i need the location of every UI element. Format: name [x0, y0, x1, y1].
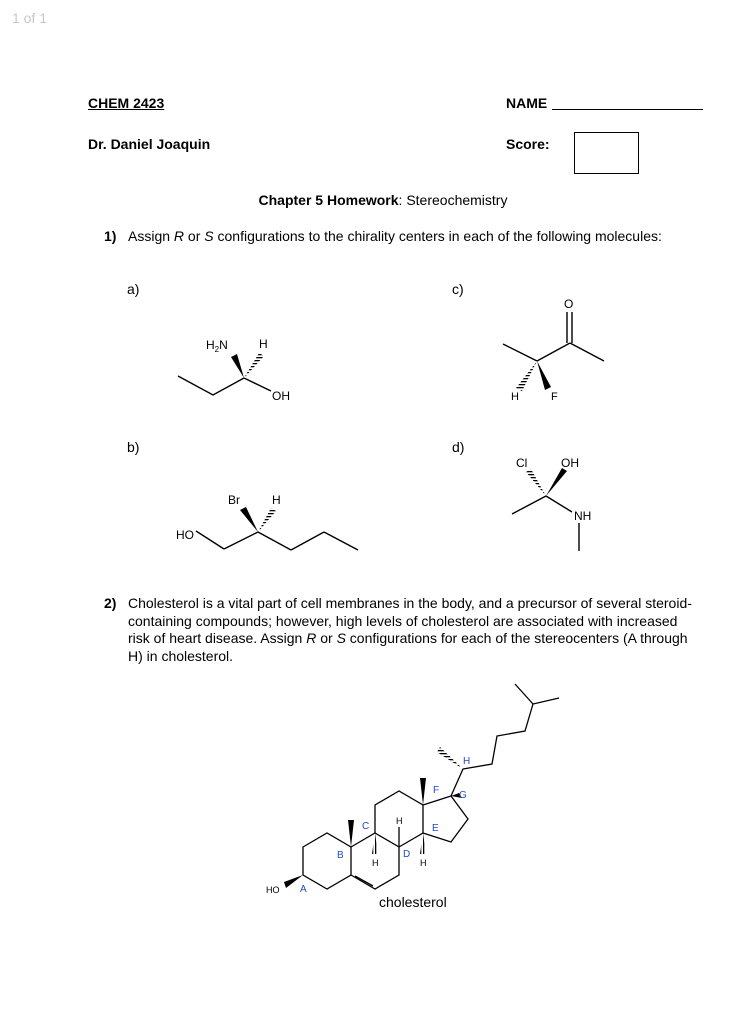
molecule-d — [512, 456, 591, 551]
mol-a-hydrogen: H — [259, 337, 268, 351]
stereo-label-b: B — [337, 850, 344, 861]
mol-b-hydrogen: H — [272, 493, 281, 507]
stereo-label-f: F — [433, 785, 440, 796]
mol-b-hydroxyl: HO — [176, 528, 194, 542]
question-1-text: Assign R or S configurations to the chirality centers in each of the following molecules: — [128, 228, 662, 244]
mol-c-oxygen: O — [564, 297, 574, 311]
chapter-title-bold: Chapter 5 Homework — [258, 192, 399, 208]
page-counter: 1 of 1 — [12, 10, 48, 26]
mol-c-fluorine: F — [551, 391, 558, 403]
chapter-title-rest: : Stereochemistry — [398, 192, 508, 208]
instructor-name: Dr. Daniel Joaquin — [88, 136, 211, 152]
question-2-text: Cholesterol is a vital part of cell membranes in the body, and a precursor of several steroid-containing compounds; however, high levels of cholesterol are associated with increased risk of heart disease. Assign R or S configurations for each of the stereocenters (A through H) in cholesterol. — [128, 595, 692, 664]
part-d-label: d) — [452, 439, 465, 455]
mol-a-amine: $H_2N$ — [206, 338, 228, 354]
cholesterol-structure — [266, 684, 559, 910]
molecule-c — [503, 297, 604, 403]
mol-c-hydrogen: H — [511, 391, 519, 403]
cholesterol-hydroxyl: HO — [266, 885, 280, 895]
score-label: Score: — [506, 136, 550, 152]
part-a-label: a) — [127, 281, 140, 297]
stereo-label-d: D — [403, 849, 411, 860]
cholesterol-h3: H — [420, 858, 427, 868]
cholesterol-h1: H — [372, 858, 379, 868]
mol-d-hydroxyl: OH — [561, 456, 579, 470]
molecule-a — [178, 337, 290, 403]
mol-a-hydroxyl: OH — [272, 389, 290, 403]
course-code: CHEM 2423 — [88, 95, 165, 111]
question-1-number: 1) — [104, 228, 117, 244]
stereo-label-c: C — [362, 821, 370, 832]
part-b-label: b) — [127, 439, 140, 455]
mol-b-bromine: Br — [228, 493, 240, 507]
stereo-label-e: E — [432, 823, 439, 834]
stereo-label-h: H — [463, 756, 471, 767]
cholesterol-h2: H — [396, 816, 403, 826]
stereo-label-a: A — [300, 884, 307, 895]
part-c-label: c) — [452, 281, 464, 297]
question-2-number: 2) — [104, 595, 117, 611]
mol-d-amine: NH — [574, 509, 592, 523]
name-label: NAME — [506, 95, 548, 111]
stereo-label-g: G — [459, 790, 467, 801]
cholesterol-caption: cholesterol — [379, 894, 447, 910]
molecule-b — [176, 493, 358, 550]
mol-d-chlorine: Cl — [516, 456, 528, 470]
